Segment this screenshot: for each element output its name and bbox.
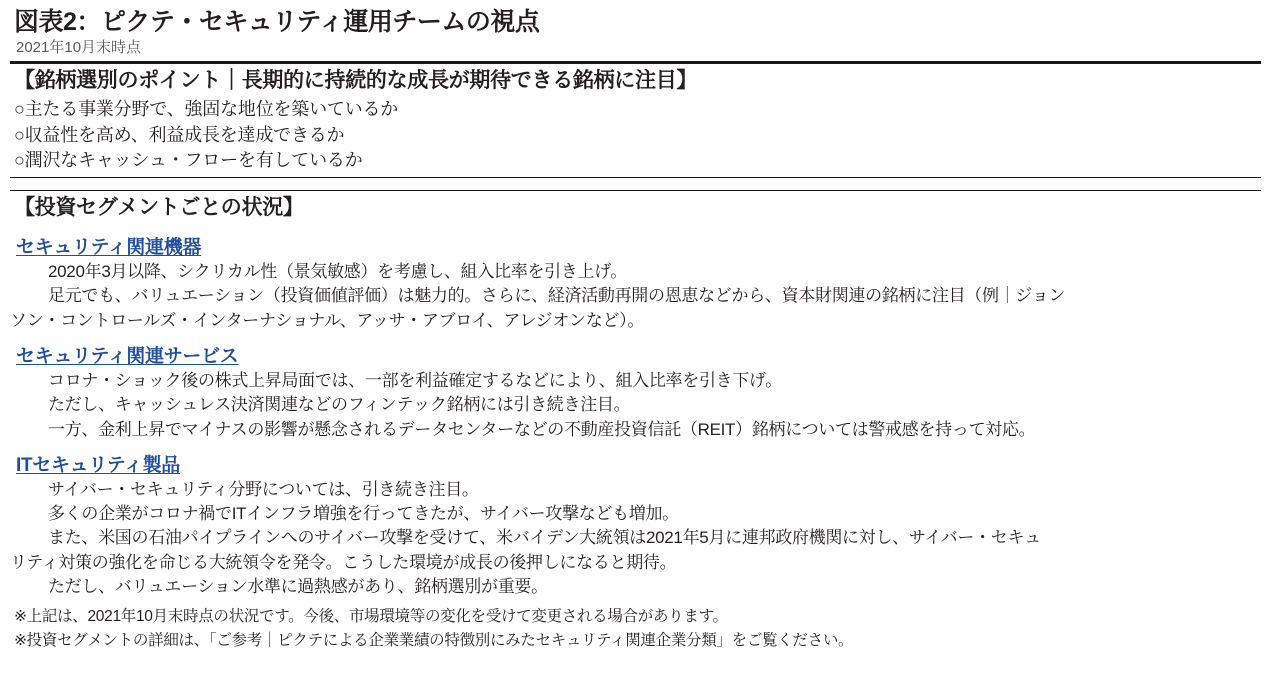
list-item: 多くの企業がコロナ禍でITインフラ増強を行ってきたが、サイバー攻撃なども増加。 xyxy=(48,504,679,524)
footnote-line: ※投資セグメントの詳細は、「ご参考｜ピクテによる企業業績の特徴別にみたセキュリティ関連企業分類」をご覧ください。 xyxy=(14,631,854,649)
segment-continuation: リティ対策の強化を命じる大統領令を発令。こうした環境が成長の後押しになると期待。 xyxy=(10,552,677,572)
list-item: ただし、バリュエーション水準に過熱感があり、銘柄選別が重要。 xyxy=(48,577,548,597)
list-item: コロナ・ショック後の株式上昇局面では、一部を利益確定するなどにより、組入比率を引き下げ。 xyxy=(48,370,782,390)
segments-heading: 【投資セグメントごとの状況】 xyxy=(14,195,304,219)
segment-block-1 xyxy=(10,224,1261,333)
points-heading: 【銘柄選別のポイント｜長期的に持続的な成長が期待できる銘柄に注目】 xyxy=(14,68,698,92)
segment-block-2 xyxy=(10,333,1261,442)
segment-block-3 xyxy=(10,442,1261,599)
list-item: ○主たる事業分野で、強固な地位を築いているか xyxy=(14,99,399,120)
segment-extra-lines xyxy=(10,575,1261,599)
list-item: また、米国の石油パイプラインへのサイバー攻撃を受けて、米バイデン大統領は2021年5月に連邦政府機関に対し、サイバー・セキュ xyxy=(48,528,1041,548)
points-list xyxy=(10,97,1261,174)
divider-mid-lower xyxy=(10,190,1261,191)
list-item: 2020年3月以降、シクリカル性（景気敏感）を考慮し、組入比率を引き上げ。 xyxy=(48,262,627,282)
segment-continuation-wrap xyxy=(10,551,1261,575)
list-item: 足元でも、バリュエーション（投資価値評価）は魅力的。さらに、経済活動再開の恩恵などから、資本財関連の銘柄に注目（例｜ジョン xyxy=(48,286,1066,306)
segment-title: セキュリティ関連サービス xyxy=(16,345,239,367)
spacer-band xyxy=(10,178,1261,190)
segment-lines xyxy=(10,369,1261,442)
list-item: ○潤沢なキャッシュ・フローを有しているか xyxy=(14,150,363,171)
segment-continuation: ソン・コントロールズ・インターナショナル、アッサ・アブロイ、アレジオンなど）。 xyxy=(10,310,645,330)
list-item: サイバー・セキュリティ分野については、引き続き注目。 xyxy=(48,479,479,499)
list-item: ○収益性を高め、利益成長を達成できるか xyxy=(14,124,345,145)
footnotes xyxy=(10,605,1261,652)
divider-top xyxy=(10,61,1261,64)
page-title: 図表2：ピクテ・セキュリティ運用チームの視点 xyxy=(14,8,540,36)
segment-continuation-wrap xyxy=(10,309,1261,333)
as-of-date: 2021年10月末時点 xyxy=(16,38,142,56)
segment-title: ITセキュリティ製品 xyxy=(16,454,180,476)
list-item: 一方、金利上昇でマイナスの影響が懸念されるデータセンターなどの不動産投資信託（REIT）銘柄については警戒感を持って対応。 xyxy=(48,419,1036,439)
segment-title: セキュリティ関連機器 xyxy=(16,237,202,259)
footnote-line: ※上記は、2021年10月末時点の状況です。今後、市場環境等の変化を受けて変更される場合があります。 xyxy=(14,608,728,626)
segment-lines xyxy=(10,260,1261,309)
segment-lines xyxy=(10,478,1261,551)
list-item: ただし、キャッシュレス決済関連などのフィンテック銘柄には引き続き注目。 xyxy=(48,395,631,415)
